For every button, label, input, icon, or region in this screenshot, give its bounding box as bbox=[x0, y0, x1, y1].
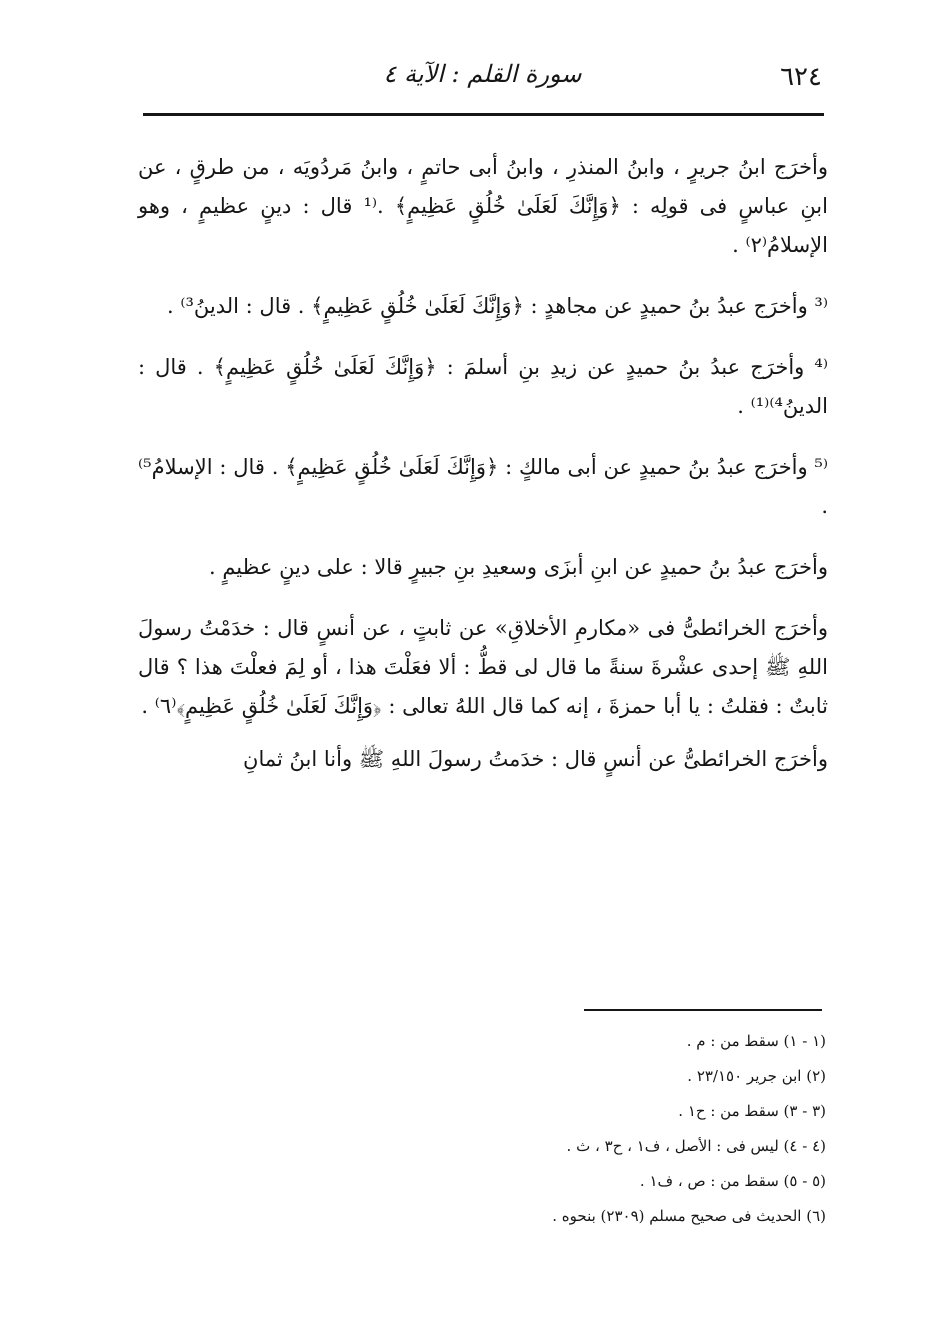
running-title: سورة القلم : الآية ٤ bbox=[383, 60, 582, 88]
running-head bbox=[143, 60, 822, 100]
paragraph: وأخرَج الخرائطىُّ فى «مكارمِ الأخلاقِ» عن ثابتٍ ، عن أنسٍ قال : خدَمْتُ رسولَ اللهِ ﷺ إحدى عشْرةَ سنةً ما قال لى قطُّ : ألا فعَلْتَ هذا ، أو لِمَ فعلْتَ هذا ؟ قال ثابتٌ : فقلتُ : يا أبا حمزةَ ، إنه كما قال اللهُ تعالى : ﴿وَإِنَّكَ لَعَلَىٰ خُلُقٍ عَظِيمٍ﴾⁽٦⁾ . bbox=[138, 616, 828, 718]
header-rule bbox=[143, 113, 824, 116]
body-text bbox=[138, 148, 828, 801]
paragraph: ⁽³ وأخرَج عبدُ بنُ حميدٍ عن مجاهدٍ : ﴿وَإِنَّكَ لَعَلَىٰ خُلُقٍ عَظِيمٍ﴾ . قال : الدينُ³⁾ . bbox=[166, 294, 828, 318]
paragraph: وأخرَج عبدُ بنُ حميدٍ عن ابنِ أبزَى وسعيدِ بنِ جبيرٍ قالا : على دينٍ عظيمٍ . bbox=[208, 555, 828, 579]
footnotes bbox=[200, 1024, 826, 1234]
footnote: (٢) ابن جرير ٢٣/١٥٠ . bbox=[687, 1067, 826, 1085]
footnote: (٥ - ٥) سقط من : ص ، ف١ . bbox=[639, 1172, 826, 1190]
footnote: (١ - ١) سقط من : م . bbox=[686, 1032, 826, 1050]
paragraph: ⁽⁵ وأخرَج عبدُ بنُ حميدٍ عن أبى مالكٍ : ﴿وَإِنَّكَ لَعَلَىٰ خُلُقٍ عَظِيمٍ﴾ . قال : الإسلامُ⁵⁾ . bbox=[138, 455, 828, 518]
page-number: ٦٢٤ bbox=[780, 62, 822, 92]
paragraph: وأخرَج ابنُ جريرٍ ، وابنُ المنذرِ ، وابنُ أبى حاتمٍ ، وابنُ مَردُويَه ، من طرقٍ ، عن ابنِ عباسٍ فى قولِه : ﴿وَإِنَّكَ لَعَلَىٰ خُلُقٍ عَظِيمٍ﴾ .⁽¹ قال : دينٍ عظيمٍ ، وهو الإسلامُ⁽٢⁾ . bbox=[138, 155, 828, 257]
paragraph: وأخرَج الخرائطىُّ عن أنسٍ قال : خدَمتُ رسولَ اللهِ ﷺ وأنا ابنُ ثمانِ bbox=[243, 747, 828, 771]
footnote: (٣ - ٣) سقط من : ح١ . bbox=[678, 1102, 826, 1120]
footnote-rule bbox=[584, 1009, 822, 1011]
footnote: (٦) الحديث فى صحيح مسلم (٢٣٠٩) بنحوه . bbox=[552, 1207, 826, 1225]
paragraph: ⁽⁴ وأخرَج عبدُ بنُ حميدٍ عن زيدِ بنِ أسلمَ : ﴿وَإِنَّكَ لَعَلَىٰ خُلُقٍ عَظِيمٍ﴾ . قال : الدينُ⁴⁾⁽¹⁾ . bbox=[138, 355, 828, 418]
footnote: (٤ - ٤) ليس فى : الأصل ، ف١ ، ح٣ ، ث . bbox=[566, 1137, 826, 1155]
